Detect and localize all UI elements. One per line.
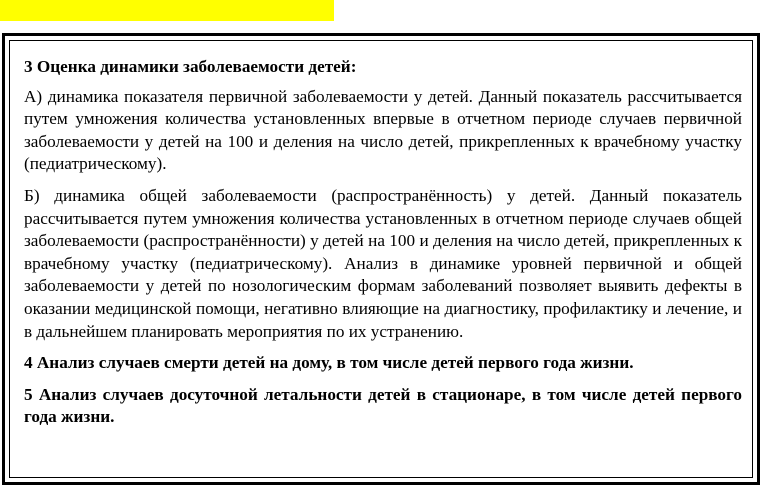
yellow-highlight-bar [0, 0, 334, 21]
paragraph-a: А) динамика показателя первичной заболеваемости у детей. Данный показатель рассчитывается путем умножения количества установленных впервые в отчетном периоде случаев первичной заболеваемости у детей на 100 и деления на число детей, прикрепленных к врачебному участку (педиатрическому). [24, 86, 742, 174]
document-body [24, 56, 742, 438]
paragraph-b: Б) динамика общей заболеваемости (распространённость) у детей. Данный показатель рассчитывается путем умножения количества установленных в отчетном периоде случаев общей заболеваемости (распространённости) у детей на 100 и деления на число детей, прикрепленных к врачебному участку (педиатрическому). Анализ в динамике уровней первичной и общей заболеваемости у детей по нозологическим формам заболеваний позволяет выявить дефекты в оказании медицинской помощи, негативно влияющие на диагностику, профилактику и лечение, и в дальнейшем планировать мероприятия по их устранению. [24, 185, 742, 341]
section-5-heading: 5 Анализ случаев досуточной летальности детей в стационаре, в том числе детей первого года жизни. [24, 384, 742, 427]
section-4-heading: 4 Анализ случаев смерти детей на дому, в том числе детей первого года жизни. [24, 353, 634, 373]
section-3-heading: 3 Оценка динамики заболеваемости детей: [24, 57, 357, 76]
